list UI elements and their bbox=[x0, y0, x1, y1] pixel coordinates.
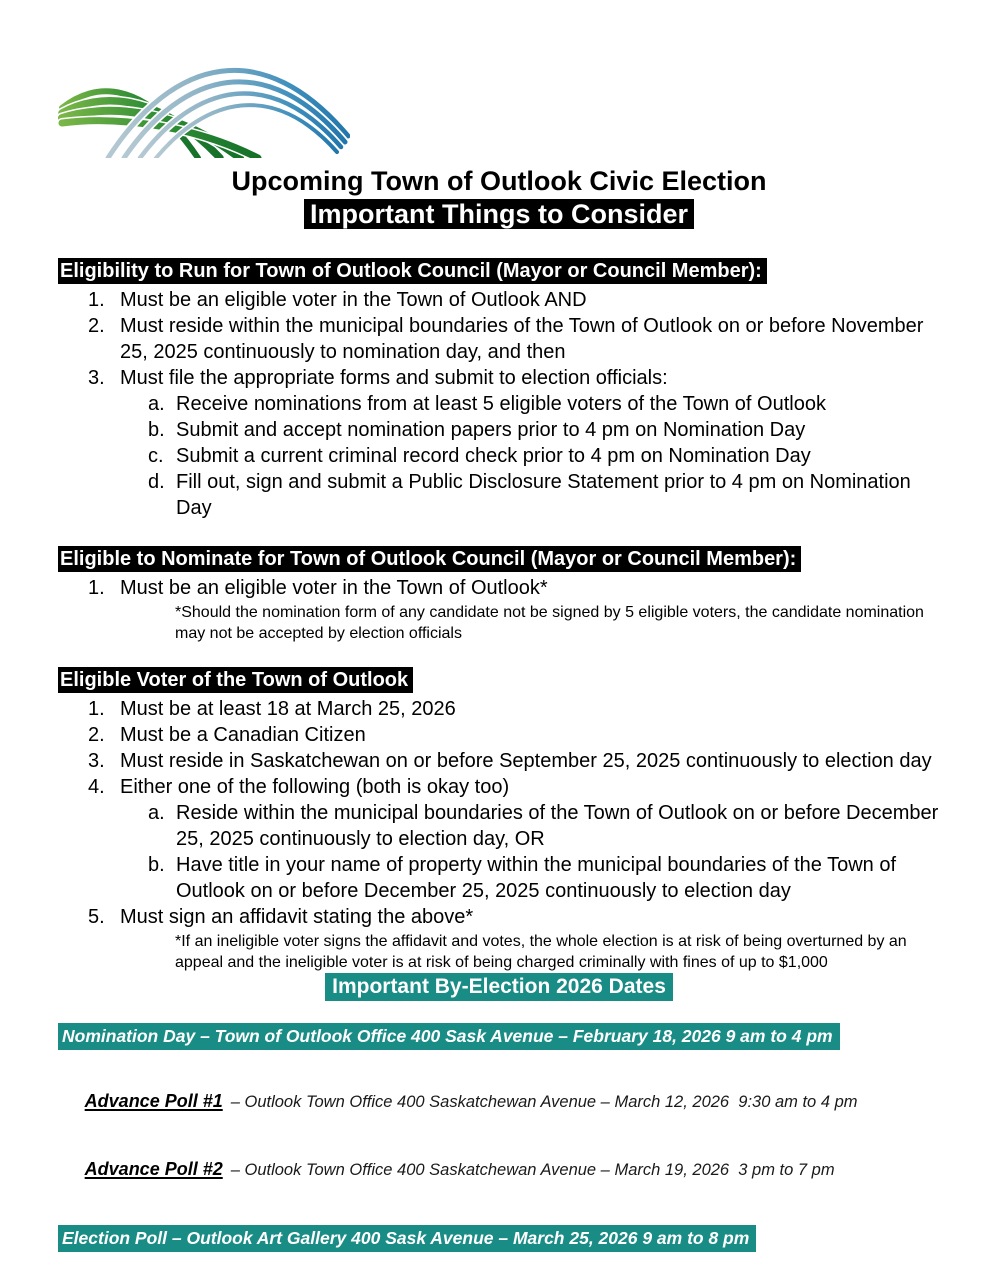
list-text: Must reside within the municipal boundaries of the Town of Outlook on or before November 25, 2025 continuously to nomination day, and then bbox=[120, 315, 924, 363]
list-text: Must sign an affidavit stating the above* bbox=[120, 906, 474, 928]
advance-poll-1-details: – Outlook Town Office 400 Saskatchewan Avenue – March 12, 2026 9:30 am to 4 pm bbox=[230, 1093, 858, 1111]
list-marker: 3. bbox=[88, 367, 105, 389]
logo-arcs-icon bbox=[58, 46, 350, 158]
list-marker: b. bbox=[148, 419, 165, 441]
nominate-footnote: *Should the nomination form of any candidate not be signed by 5 eligible voters, the candidate nomination may not be accepted by election officials bbox=[175, 604, 924, 642]
page-subtitle-wrap bbox=[58, 199, 940, 229]
list-item bbox=[58, 696, 940, 722]
list-marker: a. bbox=[148, 802, 165, 824]
section-run-list bbox=[58, 287, 940, 521]
section-nominate-heading-wrap bbox=[58, 546, 940, 572]
sublist-item bbox=[58, 443, 940, 469]
list-marker: 2. bbox=[88, 724, 105, 746]
sublist-item bbox=[58, 469, 940, 521]
nomination-day-bar: Nomination Day – Town of Outlook Office 400 Sask Avenue – February 18, 2026 9 am to 4 pm bbox=[58, 1023, 840, 1050]
dates-heading: Important By-Election 2026 Dates bbox=[325, 973, 673, 1001]
section-nominate-list bbox=[58, 575, 940, 644]
list-marker: d. bbox=[148, 471, 165, 493]
list-text: Must file the appropriate forms and submit to election officials: bbox=[120, 367, 668, 389]
list-item bbox=[58, 904, 940, 930]
list-item bbox=[58, 774, 940, 800]
advance-poll-1-label: Advance Poll #1 bbox=[84, 1091, 223, 1111]
list-item bbox=[58, 748, 940, 774]
sublist-item bbox=[58, 417, 940, 443]
list-marker: 1. bbox=[88, 698, 105, 720]
advance-poll-2-label: Advance Poll #2 bbox=[84, 1159, 223, 1179]
list-text: Submit a current criminal record check prior to 4 pm on Nomination Day bbox=[176, 445, 811, 467]
list-marker: 1. bbox=[88, 289, 105, 311]
election-poll-bar: Election Poll – Outlook Art Gallery 400 Sask Avenue – March 25, 2026 9 am to 8 pm bbox=[58, 1225, 756, 1252]
list-text: Submit and accept nomination papers prior to 4 pm on Nomination Day bbox=[176, 419, 806, 441]
list-marker: 4. bbox=[88, 776, 105, 798]
list-text: Have title in your name of property within the municipal boundaries of the Town of Outlook on or before December 25, 2025 continuously to election day bbox=[176, 854, 897, 902]
advance-polls-block bbox=[58, 1068, 940, 1204]
page-subtitle-highlight: Important Things to Consider bbox=[304, 199, 694, 229]
list-item bbox=[58, 313, 940, 365]
page-title: Upcoming Town of Outlook Civic Election bbox=[231, 166, 767, 196]
list-text: Must be at least 18 at March 25, 2026 bbox=[120, 698, 456, 720]
list-item bbox=[58, 575, 940, 601]
sublist-item bbox=[58, 391, 940, 417]
nomination-day-bar-wrap bbox=[58, 1023, 940, 1050]
list-marker: c. bbox=[148, 445, 164, 467]
list-marker: 3. bbox=[88, 750, 105, 772]
section-voter-heading: Eligible Voter of the Town of Outlook bbox=[58, 667, 413, 693]
list-text: Receive nominations from at least 5 eligible voters of the Town of Outlook bbox=[176, 393, 826, 415]
list-text: Fill out, sign and submit a Public Disclosure Statement prior to 4 pm on Nomination Day bbox=[176, 471, 911, 519]
list-text: Must reside in Saskatchewan on or before September 25, 2025 continuously to election day bbox=[120, 750, 932, 772]
list-text: Reside within the municipal boundaries of the Town of Outlook on or before December 25, 2025 continuously to election day, OR bbox=[176, 802, 939, 850]
list-item bbox=[58, 365, 940, 391]
list-text: Must be a Canadian Citizen bbox=[120, 724, 366, 746]
section-voter-list bbox=[58, 696, 940, 973]
voter-footnote: *If an ineligible voter signs the affidavit and votes, the whole election is at risk of being overturned by an appeal and the ineligible voter is at risk of being charged criminally with fines of up to $1,000 bbox=[175, 933, 907, 971]
section-run-heading: Eligibility to Run for Town of Outlook Council (Mayor or Council Member): bbox=[58, 258, 767, 284]
list-item bbox=[58, 722, 940, 748]
sublist-item bbox=[58, 800, 940, 852]
list-marker: 5. bbox=[88, 906, 105, 928]
list-marker: 1. bbox=[88, 577, 105, 599]
section-run-heading-wrap bbox=[58, 258, 940, 284]
list-marker: a. bbox=[148, 393, 165, 415]
list-text: Either one of the following (both is okay too) bbox=[120, 776, 510, 798]
advance-poll-row bbox=[58, 1068, 940, 1136]
list-item bbox=[58, 287, 940, 313]
list-text: Must be an eligible voter in the Town of Outlook AND bbox=[120, 289, 587, 311]
town-of-outlook-logo bbox=[58, 46, 350, 158]
dates-heading-wrap bbox=[58, 973, 940, 1001]
election-poll-bar-wrap bbox=[58, 1225, 940, 1252]
section-voter-heading-wrap bbox=[58, 667, 940, 693]
list-text: Must be an eligible voter in the Town of Outlook* bbox=[120, 577, 548, 599]
section-nominate-heading: Eligible to Nominate for Town of Outlook Council (Mayor or Council Member): bbox=[58, 546, 801, 572]
list-marker: 2. bbox=[88, 315, 105, 337]
advance-poll-2-details: – Outlook Town Office 400 Saskatchewan Avenue – March 19, 2026 3 pm to 7 pm bbox=[230, 1161, 835, 1179]
advance-poll-row bbox=[58, 1136, 940, 1204]
sublist-item bbox=[58, 852, 940, 904]
list-marker: b. bbox=[148, 854, 165, 876]
